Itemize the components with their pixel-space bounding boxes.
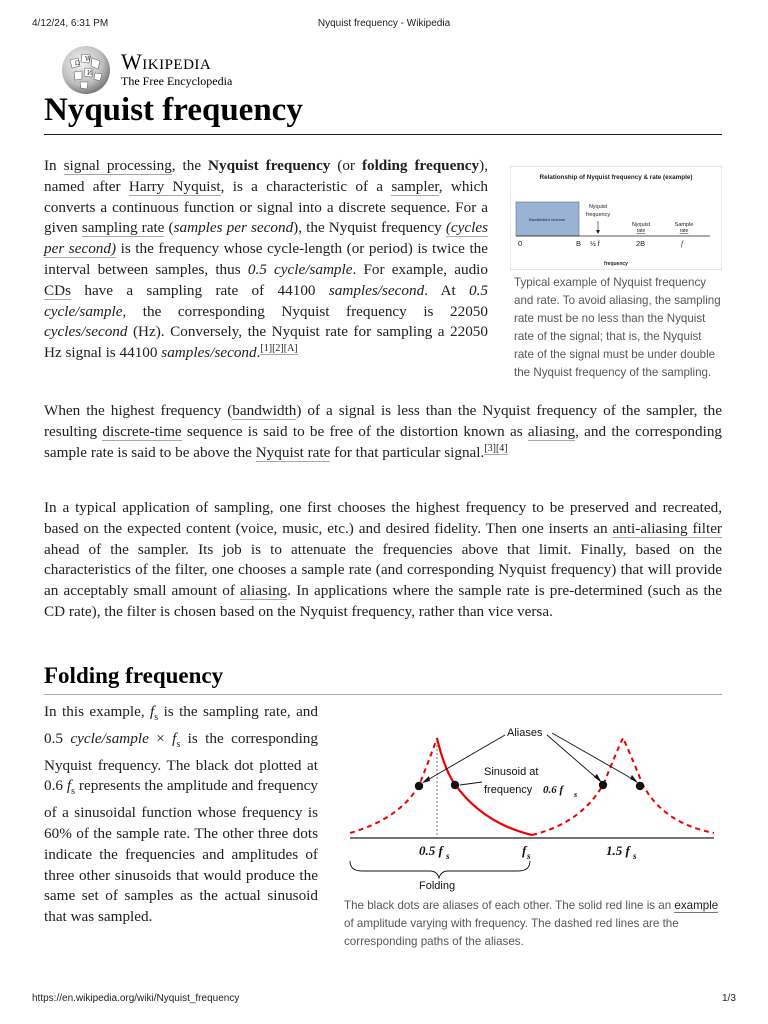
print-url: https://en.wikipedia.org/wiki/Nyquist_frequency xyxy=(32,993,240,1004)
fig2-alias-dot-2 xyxy=(599,781,607,789)
link-harry-nyquist[interactable]: Harry Nyquist xyxy=(128,177,221,195)
print-datetime: 4/12/24, 6:31 PM xyxy=(32,18,109,29)
figure-nyquist-rate-diagram[interactable] xyxy=(510,166,722,270)
link-cycles-per-second[interactable]: (cycles per second) xyxy=(44,219,488,258)
fig1-tick-half-fs: ½ f xyxy=(590,241,600,248)
ref-link-3-4[interactable]: [3][4] xyxy=(484,442,508,454)
fig2-left-alias-curve xyxy=(350,738,437,833)
fig1-nyq-freq-label: Nyquist xyxy=(588,204,608,210)
link-sampling-rate[interactable]: sampling rate xyxy=(81,219,165,237)
fig1-title: Relationship of Nyquist frequency & rate (example) xyxy=(539,174,693,181)
paragraph-application: In a typical application of sampling, one first chooses the highest frequency to be preserved and recreated, based on the expected content (voice, music, etc.) and desired fidelity. Then one inserts an anti-aliasing filter ahead of the sampler. Its job is to attenuate the frequencies above that limit. Finally, based on the characteristics of the filter, one chooses a sample rate (and corresponding Nyquist frequency) that will provide an acceptably small amount of aliasing. In applications where the sample rate is pre-determined (such as the CD rate), the filter is chosen based on the Nyquist frequency, rather than vice versa. xyxy=(44,499,722,620)
fig2-sinusoid-subscript: s xyxy=(574,790,578,799)
link-example[interactable]: example xyxy=(674,899,719,912)
ref-link-1-2-a[interactable]: [1][2][A] xyxy=(260,343,298,355)
fig1-tick-fs: f xyxy=(681,239,684,248)
link-signal-processing[interactable]: signal processing xyxy=(63,157,172,174)
fig2-tick-1: f xyxy=(522,843,527,858)
page-title: Nyquist frequency xyxy=(44,92,303,128)
print-page-number: 1/3 xyxy=(722,993,736,1004)
figure-folding-diagram[interactable] xyxy=(342,713,722,893)
link-aliasing-2[interactable]: aliasing xyxy=(240,582,288,600)
fig2-sinusoid-value: 0.6 f xyxy=(543,784,564,796)
fig2-folding-label: Folding xyxy=(419,880,456,892)
svg-text:Ω: Ω xyxy=(75,60,80,67)
fig1-nyq-rate-label-2: rate xyxy=(636,228,646,234)
fig2-folding-brace xyxy=(350,861,530,878)
print-page-title: Nyquist frequency - Wikipedia xyxy=(317,18,451,29)
title-divider xyxy=(44,134,722,135)
fig2-tick-15-sub: s xyxy=(633,851,637,861)
link-discrete-time[interactable]: discrete-time xyxy=(102,422,182,440)
fig1-sample-rate-label: Sample xyxy=(674,222,694,228)
fig2-alias-dot-1 xyxy=(415,782,423,790)
link-sampler[interactable]: sampler xyxy=(391,177,439,195)
figure1-caption: Typical example of Nyquist frequency and rate. To avoid aliasing, the sampling rate must be no less than the Nyquist rate of the signal; that is, the Nyquist rate of the signal must be under double the Nyquist frequency of the sampling. xyxy=(514,276,721,379)
wikipedia-tagline: The Free Encyclopedia xyxy=(121,74,233,88)
wikipedia-wordmark[interactable]: Wikipedia xyxy=(121,49,212,74)
fig1-nyq-rate-label: Nyquist xyxy=(631,222,651,228)
fig1-tick-b: B xyxy=(576,239,582,248)
paragraph-intro: In signal processing, the Nyquist frequency (or folding frequency), named after Harry Nyquist, is a characteristic of a sampler, which converts a continuous function or signal into a discrete sequence. For a given sampling rate (samples per second), the Nyquist frequency (cycles per second) is the frequency whose cycle-length (or period) is twice the interval between samples, thus 0.5 cycle/sample. For example, audio CDs have a sampling rate of 44100 samples/second. At 0.5 cycle/sample, the corresponding Nyquist frequency is 22050 cycles/second (Hz). Conversely, the Nyquist rate for sampling a 22050 Hz signal is 44100 samples/second.[1][2][A] xyxy=(44,157,489,362)
fig1-tick-0: 0 xyxy=(518,239,523,248)
section-divider xyxy=(44,694,722,695)
fig1-xlabel: frequency xyxy=(604,261,628,267)
fig2-tick-1-sub: s xyxy=(527,851,531,861)
paragraph-aliasing: When the highest frequency (bandwidth) of a signal is less than the Nyquist frequency of the sampler, the resulting discrete-time sequence is said to be free of the distortion known as aliasing, and the corresponding sample rate is said to be above the Nyquist rate for that particular signal.[3][4] xyxy=(44,402,723,461)
svg-text:W: W xyxy=(85,56,92,63)
link-cds[interactable]: CDs xyxy=(44,281,72,299)
fig2-sinusoid-label-2: frequency xyxy=(484,784,533,796)
fig2-alias-dot-3 xyxy=(636,782,644,790)
fig2-aliases-label: Aliases xyxy=(507,727,543,739)
fig1-tick-2b: 2B xyxy=(636,239,646,248)
fig2-tick-05: 0.5 f xyxy=(419,843,443,858)
link-nyquist-rate[interactable]: Nyquist rate xyxy=(255,443,331,461)
fig1-band-label: Bandlimited channel xyxy=(528,217,566,222)
link-aliasing[interactable]: aliasing xyxy=(527,422,576,440)
link-anti-aliasing-filter[interactable]: anti-aliasing filter xyxy=(612,519,722,537)
svg-text:И: И xyxy=(87,70,93,77)
link-bandwidth[interactable]: bandwidth xyxy=(232,402,297,419)
figure2-caption: The black dots are aliases of each other. The solid red line is an example of amplitude varying with frequency. The dashed red lines are the corresponding paths of the aliases. xyxy=(344,899,719,948)
wikipedia-globe-icon[interactable] xyxy=(60,44,112,96)
fig2-tick-05-sub: s xyxy=(446,851,450,861)
fig2-sinusoid-label-1: Sinusoid at xyxy=(484,766,539,778)
fig1-sample-rate-label-2: rate xyxy=(679,228,689,234)
fig2-sinusoid-dot xyxy=(451,781,459,789)
fig2-tick-15: 1.5 f xyxy=(606,843,630,858)
paragraph-folding-example: In this example, $f_s$ is the sampling rate, and 0.5 cycle/sample × $f_s$ is the corresponding Nyquist frequency. The black dot plotted at 0.6 $f_s$ represents the amplitude and frequency of a sinusoidal function whose frequency is 60% of the sample rate. The other three dots indicate the frequencies and amplitudes of three other sinusoids that would produce the same set of samples as the actual sinusoid that was sampled. xyxy=(44,703,319,926)
fig1-nyq-freq-label-2: frequency xyxy=(585,212,611,218)
section-heading-folding-frequency: Folding frequency xyxy=(44,663,224,688)
